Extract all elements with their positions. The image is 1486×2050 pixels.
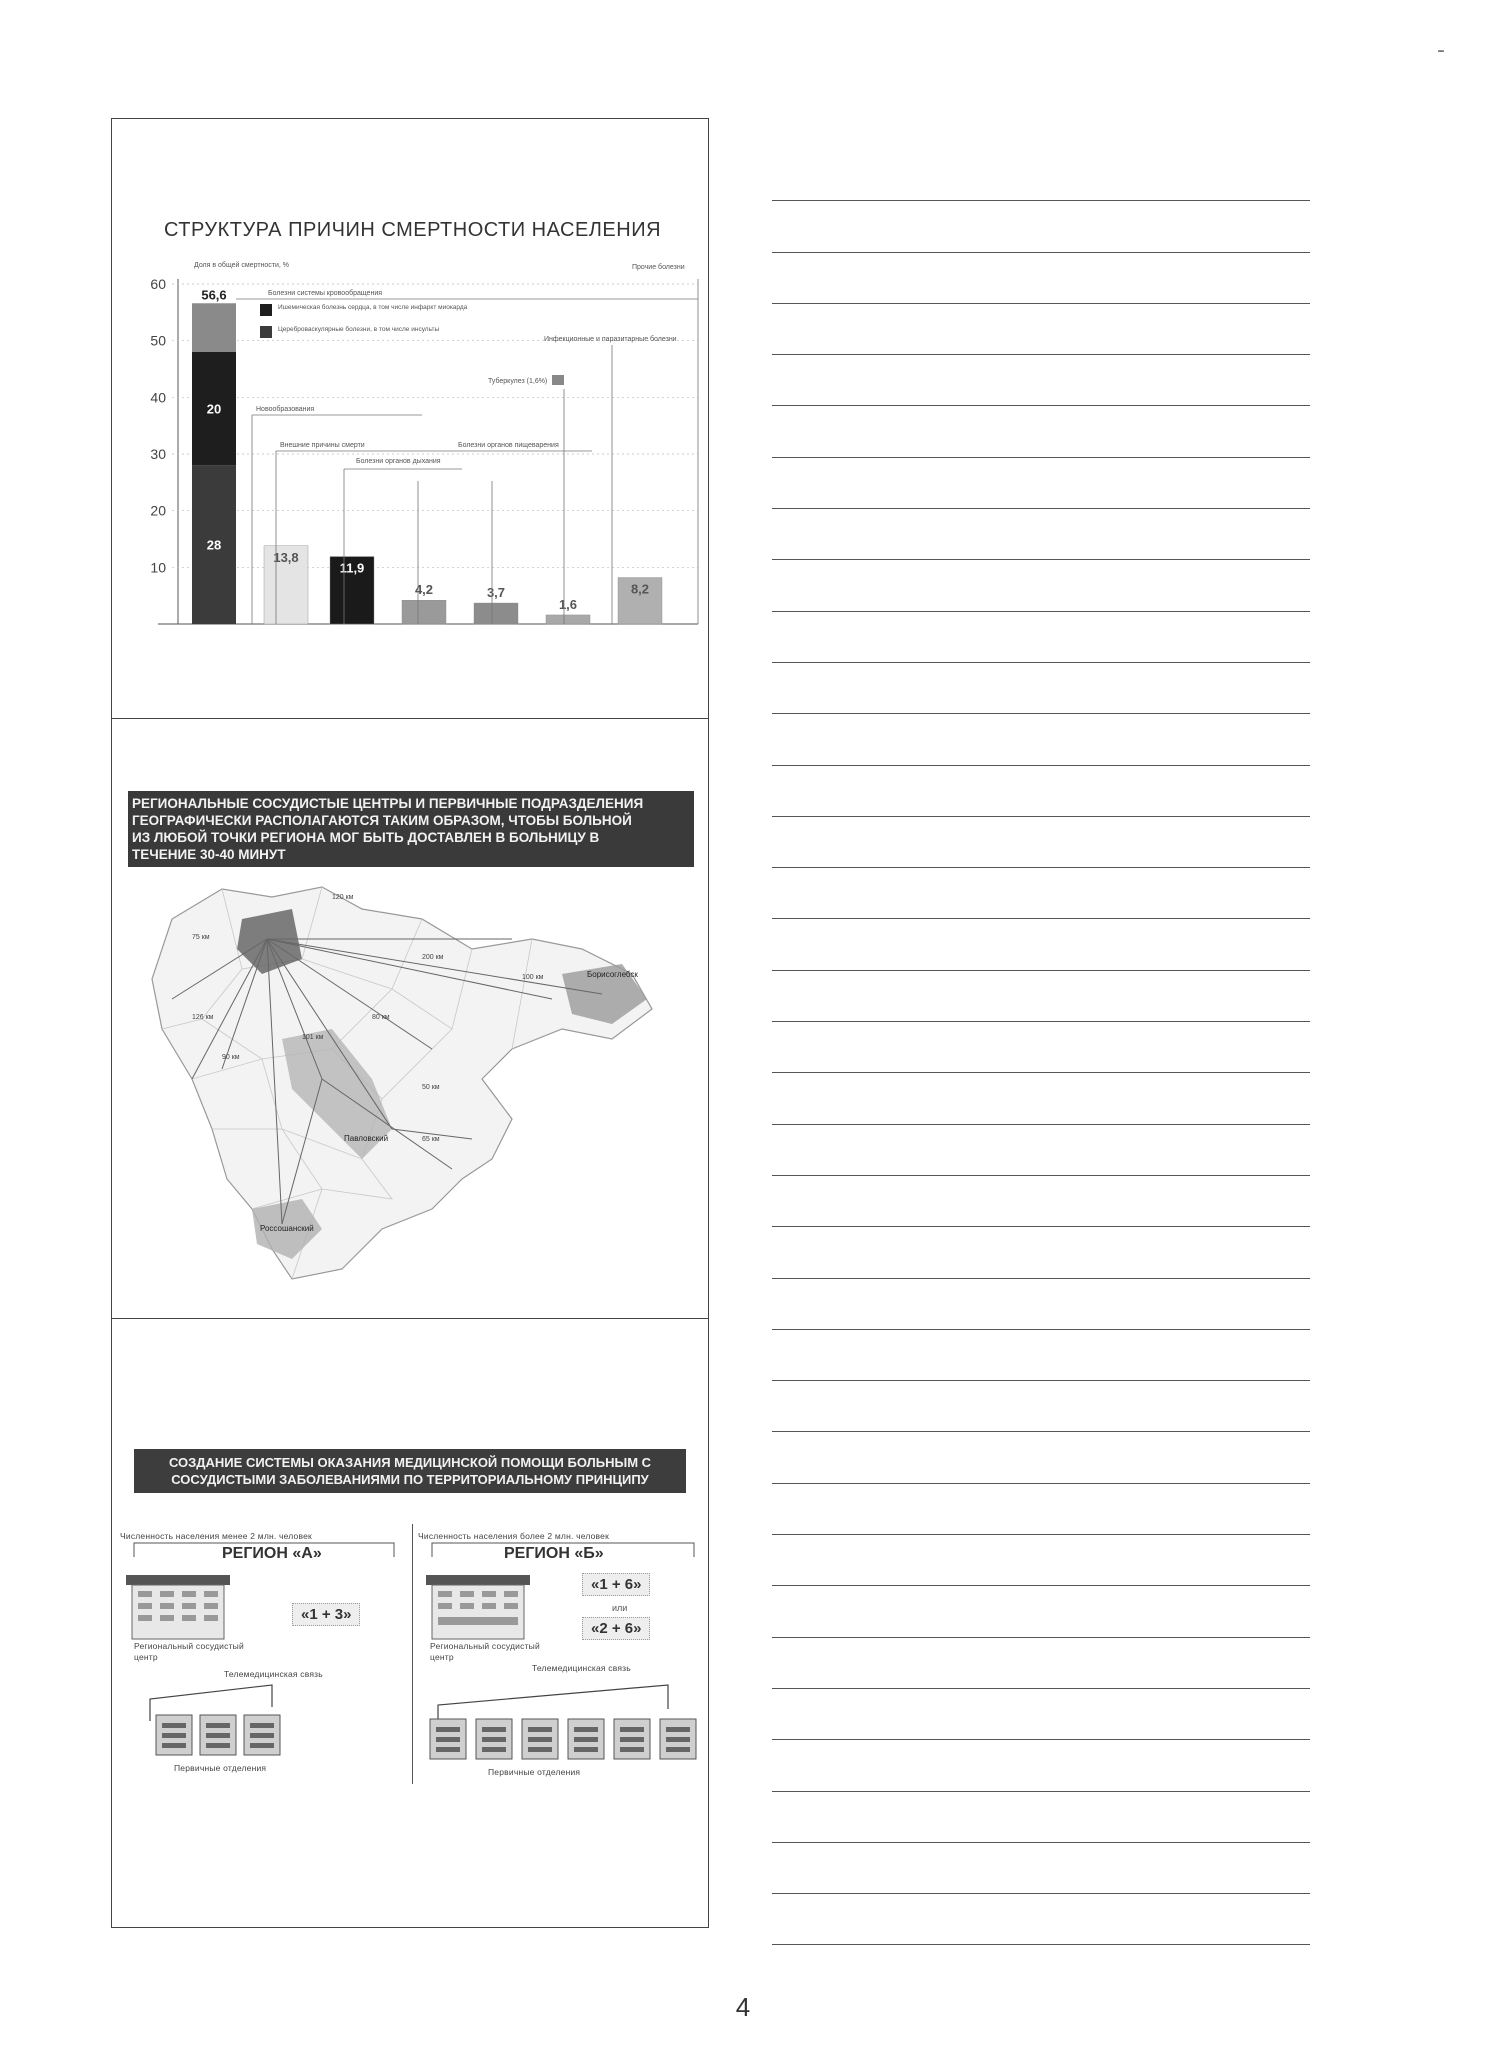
legend-entry: Цереброваскулярные болезни, в том числе инсульты [278, 326, 440, 333]
banner-line: СОСУДИСТЫМИ ЗАБОЛЕВАНИЯМИ ПО ТЕРРИТОРИАЛЬНОМУ ПРИНЦИПУ [171, 1472, 649, 1487]
chart-annotation: Туберкулез (1,6%) [488, 378, 548, 385]
note-line [772, 1176, 1310, 1227]
place-label: Россошанский [260, 1224, 314, 1233]
population-left: Численность населения менее 2 млн. человек [120, 1531, 312, 1541]
y-tick-label: 30 [150, 446, 166, 462]
note-line [772, 1484, 1310, 1535]
note-line [772, 1894, 1310, 1945]
distance-label: 75 км [192, 934, 210, 941]
note-line [772, 1022, 1310, 1073]
formula-region-b-1: «1 + 6» [582, 1573, 650, 1596]
note-line [772, 612, 1310, 663]
chart-annotation: Болезни системы кровообращения [268, 290, 383, 297]
note-line [772, 1330, 1310, 1381]
note-line [772, 150, 1310, 201]
note-line [772, 355, 1310, 406]
note-line [772, 1638, 1310, 1689]
bar-value-label: 1,6 [558, 596, 578, 612]
primary-units-label-left: Первичные отделения [174, 1763, 267, 1773]
note-line [772, 201, 1310, 252]
distance-label: 120 км [332, 894, 354, 901]
column-divider [412, 1524, 413, 1784]
legend-swatch [260, 326, 272, 338]
note-line [772, 509, 1310, 560]
slide-regional-map [111, 718, 709, 1320]
formula-region-a: «1 + 3» [292, 1603, 360, 1626]
chart-annotation: Инфекционные и паразитарные болезни [544, 336, 677, 343]
note-line [772, 817, 1310, 868]
chart-annotation: Болезни органов пищеварения [458, 442, 559, 449]
distance-label: 200 км [422, 954, 444, 961]
note-line [772, 766, 1310, 817]
page-number: 4 [735, 1992, 751, 2022]
notes-lines [772, 150, 1310, 1945]
note-line [772, 406, 1310, 457]
chart-annotation: Болезни органов дыхания [356, 458, 441, 465]
population-right: Численность населения более 2 млн. человек [418, 1531, 610, 1541]
distance-label: 100 км [522, 974, 544, 981]
note-line [772, 1843, 1310, 1894]
slide-care-system [111, 1318, 709, 1928]
note-line [772, 663, 1310, 714]
bar-value-label: 8,2 [630, 581, 650, 597]
note-line [772, 458, 1310, 509]
distance-label: 80 км [372, 1014, 390, 1021]
note-line [772, 1586, 1310, 1637]
note-line [772, 1227, 1310, 1278]
chart-subtitle: Доля в общей смертности, % [194, 262, 290, 269]
distance-label: 50 км [422, 1084, 440, 1091]
hospital-building-icon [124, 1569, 234, 1641]
map-slide-banner [128, 791, 694, 867]
bar-segment [192, 303, 236, 352]
slide-mortality-chart [111, 118, 709, 720]
segment-label: 28 [206, 537, 222, 553]
segment-label: 20 [206, 401, 222, 417]
note-line [772, 1689, 1310, 1740]
bar-value-label: 13,8 [273, 549, 299, 565]
bar [474, 603, 518, 624]
note-line [772, 253, 1310, 304]
region-outline [152, 887, 652, 1279]
note-line [772, 304, 1310, 355]
region-a-title: РЕГИОН «А» [222, 1545, 322, 1562]
y-tick-label: 20 [150, 502, 166, 519]
note-line [772, 1073, 1310, 1124]
bar [402, 600, 446, 624]
y-tick-label: 60 [150, 276, 166, 292]
note-line [772, 1381, 1310, 1432]
chart-annotation: Внешние причины смерти [280, 442, 365, 449]
corner-mark: - [1437, 38, 1445, 63]
primary-units-label-right: Первичные отделения [488, 1767, 581, 1777]
y-tick-label: 50 [150, 332, 166, 349]
hospital-building-icon [424, 1569, 534, 1641]
telemedicine-label-left: Телемедицинская связь [224, 1669, 323, 1679]
note-line [772, 714, 1310, 765]
distance-label: 101 км [302, 1034, 324, 1041]
y-tick-label: 10 [150, 559, 166, 576]
regional-center-label-left: Региональный сосудистый центр [134, 1641, 244, 1662]
banner-line: ТЕЧЕНИЕ 30-40 МИНУТ [132, 847, 286, 862]
note-line [772, 868, 1310, 919]
chart-title: СТРУКТУРА ПРИЧИН СМЕРТНОСТИ НАСЕЛЕНИЯ [164, 219, 662, 241]
legend-entry: Ишемическая болезнь сердца, в том числе инфаркт миокарда [278, 304, 468, 311]
note-line [772, 1792, 1310, 1843]
bar [546, 615, 590, 624]
mortality-bar-chart [112, 119, 709, 720]
note-line [772, 1432, 1310, 1483]
y-tick-label: 40 [150, 389, 166, 406]
note-line [772, 971, 1310, 1022]
note-line [772, 919, 1310, 970]
bar-total-label: 56,6 [201, 287, 227, 303]
chart-annotation: Прочие болезни [632, 264, 685, 271]
legend-swatch [260, 304, 272, 316]
note-line [772, 560, 1310, 611]
region-b-title: РЕГИОН «Б» [504, 1545, 604, 1562]
telemedicine-label-right: Телемедицинская связь [532, 1663, 631, 1673]
primary-units-left-icon [154, 1707, 294, 1759]
bar-value-label: 3,7 [486, 585, 506, 601]
banner-line: ГЕОГРАФИЧЕСКИ РАСПОЛАГАЮТСЯ ТАКИМ ОБРАЗОМ, ЧТОБЫ БОЛЬНОЙ [132, 813, 632, 828]
distance-label: 90 км [222, 1054, 240, 1061]
chart-annotation: Новообразования [256, 406, 315, 413]
note-line [772, 1279, 1310, 1330]
banner-line: СОЗДАНИЕ СИСТЕМЫ ОКАЗАНИЯ МЕДИЦИНСКОЙ ПОМОЩИ БОЛЬНЫМ С [168, 1455, 652, 1470]
or-word: или [612, 1603, 628, 1613]
region-map [132, 879, 692, 1299]
note-line [772, 1740, 1310, 1791]
regional-center-label-right: Региональный сосудистый центр [430, 1641, 540, 1662]
bar-value-label: 4,2 [414, 582, 434, 598]
distance-label: 126 км [192, 1014, 214, 1021]
banner-line: РЕГИОНАЛЬНЫЕ СОСУДИСТЫЕ ЦЕНТРЫ И ПЕРВИЧНЫЕ ПОДРАЗДЕЛЕНИЯ [132, 796, 644, 811]
note-line [772, 1535, 1310, 1586]
distance-label: 65 км [422, 1136, 440, 1143]
place-label: Павловский [344, 1134, 389, 1143]
banner-line: ИЗ ЛЮБОЙ ТОЧКИ РЕГИОНА МОГ БЫТЬ ДОСТАВЛЕН В БОЛЬНИЦУ В [132, 830, 600, 845]
primary-units-right-icon [428, 1711, 704, 1763]
legend-swatch [552, 375, 564, 385]
place-label: Борисоглебск [587, 970, 638, 979]
bar-value-label: 11,9 [339, 560, 365, 576]
formula-region-b-2: «2 + 6» [582, 1617, 650, 1640]
note-line [772, 1125, 1310, 1176]
